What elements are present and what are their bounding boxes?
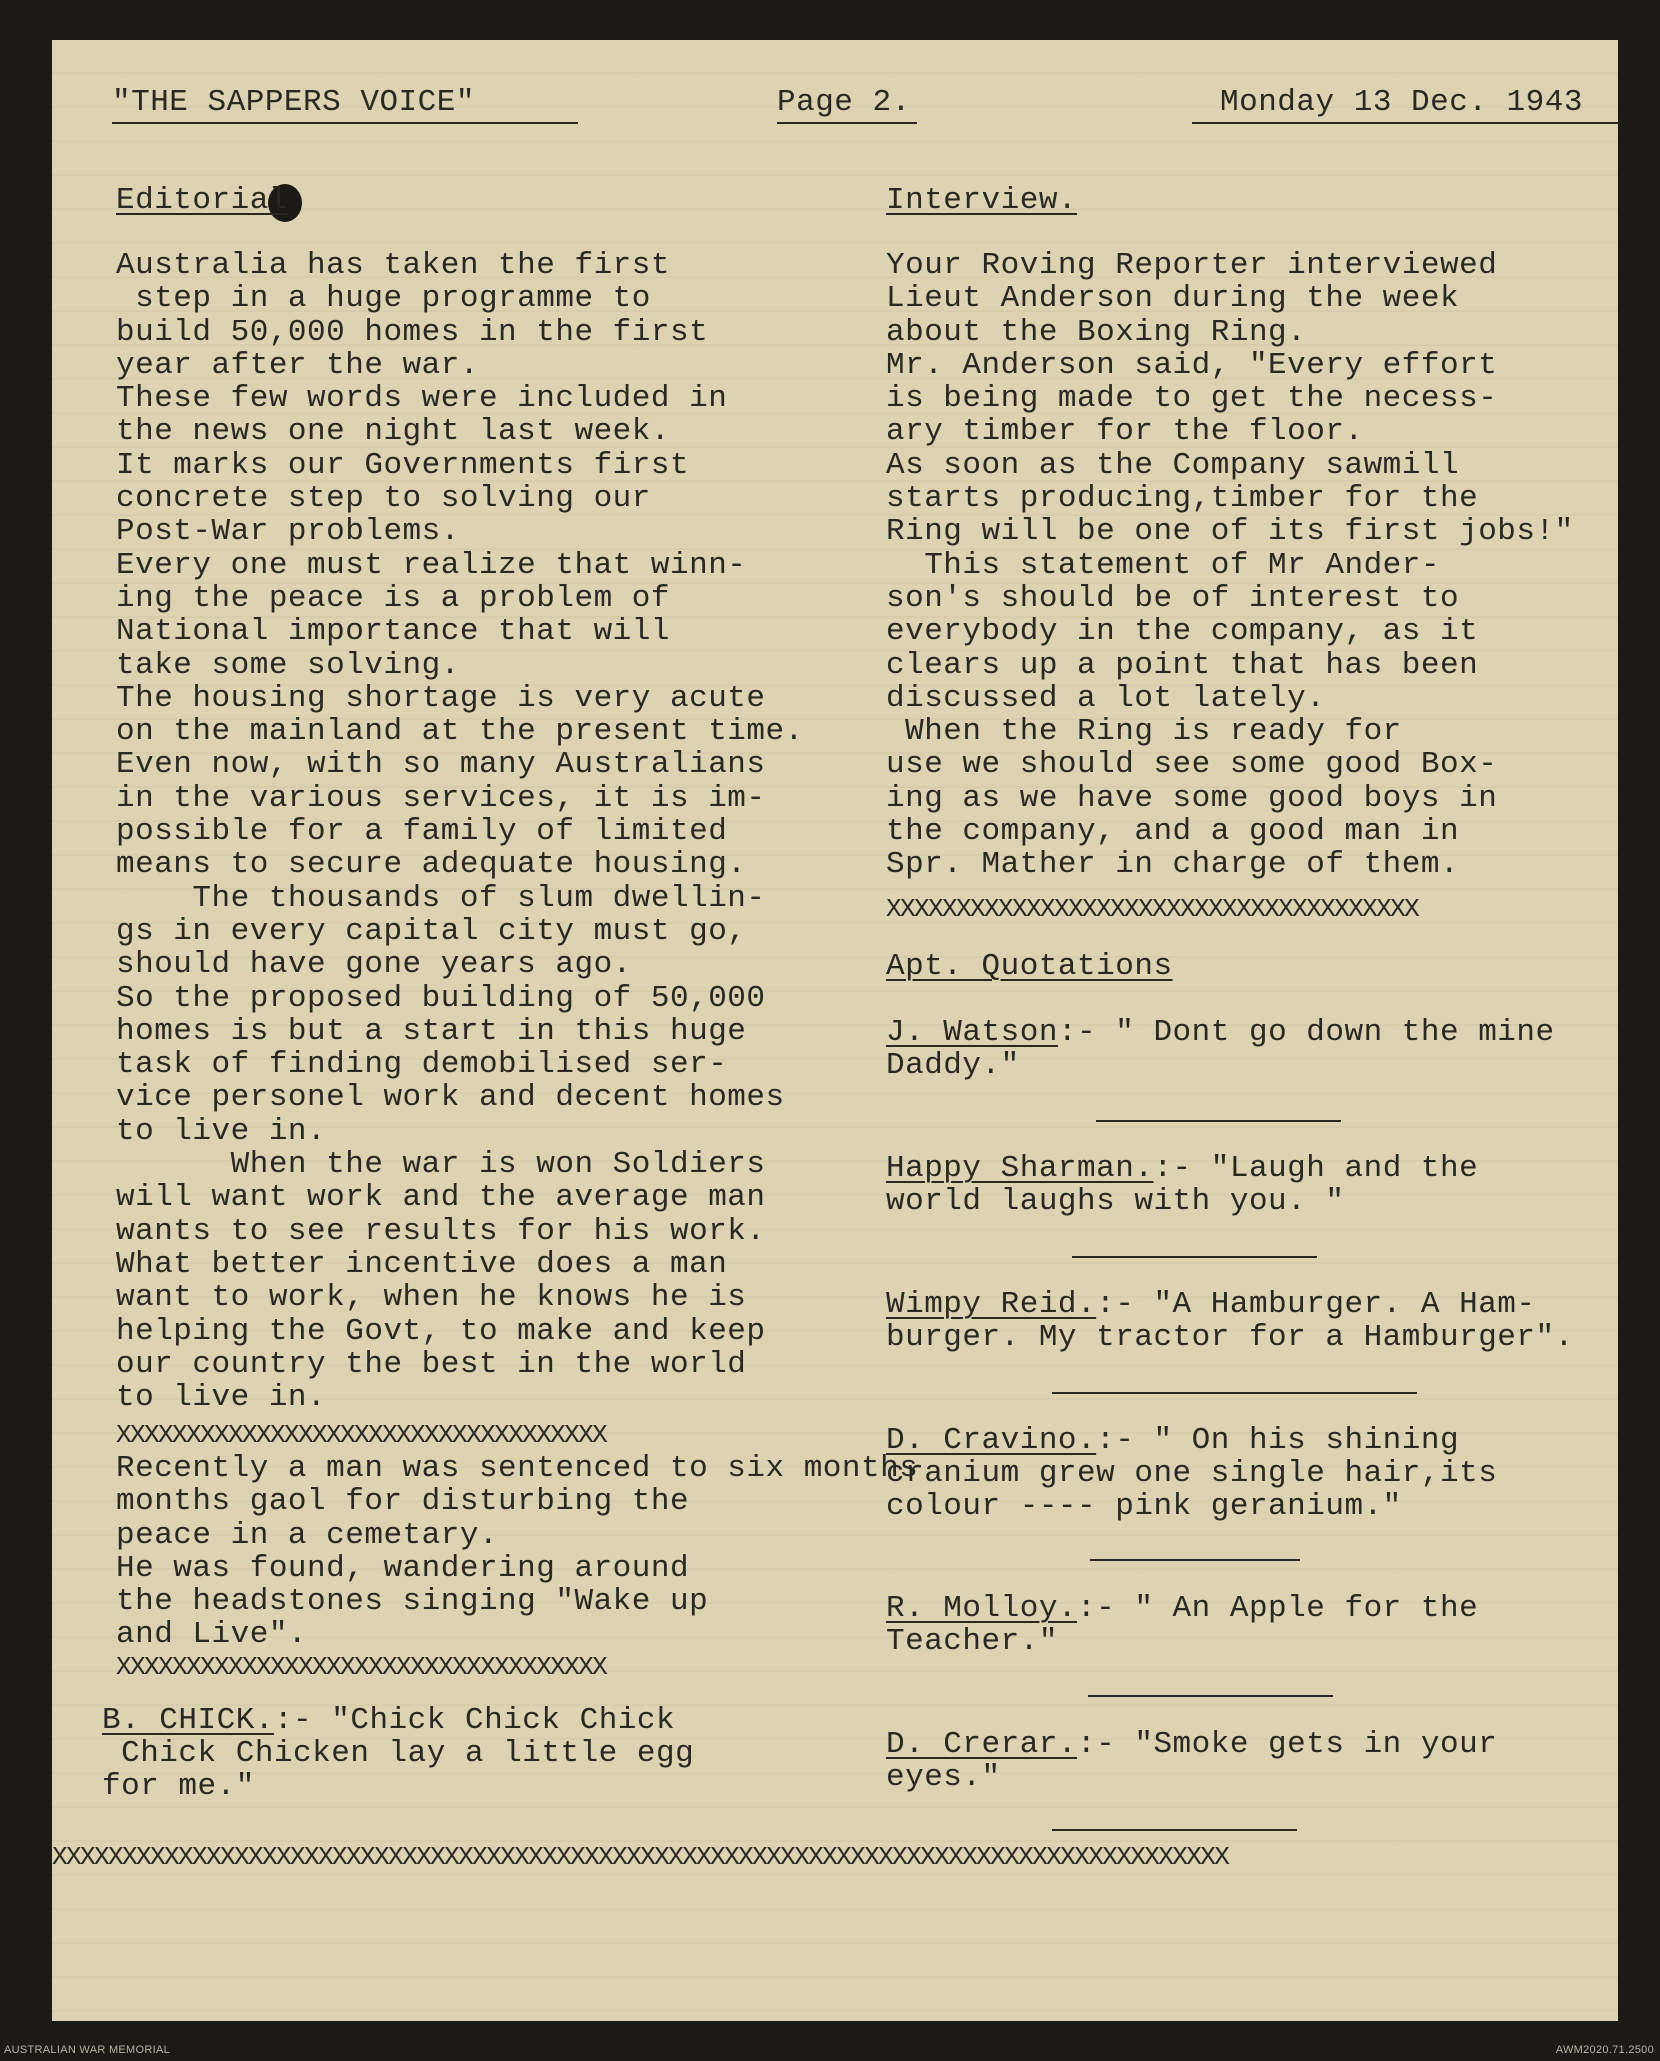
story-line: and Live". [116, 1617, 308, 1653]
interview-line: Ring will be one of its first jobs!" [886, 514, 1574, 550]
interview-line: clears up a point that has been [886, 647, 1479, 683]
editorial-line: So the proposed building of 50,000 [116, 980, 766, 1016]
interview-line: Lieut Anderson during the week [886, 281, 1460, 317]
editorial-line: to live in. [116, 1113, 327, 1149]
quote-divider [1088, 1695, 1333, 1697]
quotation-line [886, 1728, 1497, 1761]
title-underline [112, 122, 578, 124]
quote-text: :- " Dont go down the mine [1057, 1015, 1555, 1050]
quote-divider [1052, 1829, 1297, 1831]
interview-line: ing as we have some good boys in [886, 780, 1498, 816]
archive-reference: AWM2020.71.2500 [1555, 2044, 1654, 2056]
quotations-heading: Apt. Quotations [886, 949, 1173, 984]
editorial-line: our country the best in the world [116, 1346, 747, 1382]
interview-line: use we should see some good Box- [886, 747, 1498, 783]
interview-line: everybody in the company, as it [886, 614, 1479, 650]
editorial-line: build 50,000 homes in the first [116, 314, 709, 350]
editorial-line: helping the Govt, to make and keep [116, 1313, 766, 1349]
interview-line: starts producing,timber for the [886, 481, 1479, 517]
editorial-line: take some solving. [116, 647, 460, 683]
interview-line: Spr. Mather in charge of them. [886, 847, 1460, 883]
bottom-separator-xline: XXXXXXXXXXXXXXXXXXXXXXXXXXXXXXXXXXXXXXXXXXXXXXXXXXXXXXXXXXXXXXXXXXXXXXXXXXXXXXXXXXXX [52, 1842, 1229, 1872]
editorial-line: want to work, when he knows he is [116, 1280, 747, 1316]
quote-divider [1096, 1120, 1341, 1122]
quote-text: :- "Laugh and the [1153, 1151, 1479, 1186]
editorial-line: on the mainland at the present time. [116, 714, 804, 750]
quote-author: Happy Sharman. [886, 1151, 1154, 1186]
editorial-line: to live in. [116, 1380, 327, 1416]
editorial-line: The thousands of slum dwellin- [116, 880, 766, 916]
interview-body [886, 249, 1574, 882]
quotation-line [886, 1016, 1555, 1049]
editorial-line: concrete step to solving our [116, 481, 651, 517]
quote-text: :- "Chick Chick Chick [273, 1703, 676, 1738]
interview-line: is being made to get the necess- [886, 381, 1498, 417]
story-line: He was found, wandering around [116, 1550, 690, 1586]
editorial-line: will want work and the average man [116, 1180, 766, 1216]
quotation-cont: eyes." [886, 1760, 1001, 1795]
story-line: months gaol for disturbing the [116, 1484, 690, 1520]
quote-author: D. Cravino. [886, 1423, 1097, 1458]
interview-line: Mr. Anderson said, "Every effort [886, 347, 1498, 383]
editorial-line: These few words were included in [116, 381, 728, 417]
archive-credit: AUSTRALIAN WAR MEMORIAL [4, 2044, 171, 2056]
quote-author: B. CHICK. [102, 1703, 274, 1738]
editorial-line: Even now, with so many Australians [116, 747, 766, 783]
quotation-cont: Daddy." [886, 1048, 1020, 1083]
quotation-line [886, 1424, 1459, 1457]
interview-line: about the Boxing Ring. [886, 314, 1307, 350]
story-line: the headstones singing "Wake up [116, 1584, 709, 1620]
page-underline [777, 122, 917, 124]
quote-text: :- " On his shining [1096, 1423, 1460, 1458]
story-line: Recently a man was sentenced to six months [116, 1451, 919, 1486]
editorial-line: wants to see results for his work. [116, 1213, 766, 1249]
interview-line: As soon as the Company sawmill [886, 447, 1460, 483]
editorial-heading: Editorial [116, 183, 288, 218]
editorial-line: National importance that will [116, 614, 670, 650]
interview-line: Your Roving Reporter interviewed [886, 248, 1498, 283]
quote-divider [1090, 1559, 1300, 1561]
quote-text: :- "A Hamburger. A Ham- [1096, 1287, 1536, 1322]
editorial-line: When the war is won Soldiers [116, 1147, 766, 1183]
editorial-line: Australia has taken the first [116, 248, 670, 283]
quotation-line [886, 1592, 1478, 1625]
quotation-cont: burger. My tractor for a Hamburger". [886, 1320, 1574, 1355]
quotation-line [886, 1288, 1536, 1321]
editorial-line: the news one night last week. [116, 414, 670, 450]
editorial-body [116, 249, 804, 1414]
editorial-line: It marks our Governments first [116, 447, 690, 483]
editorial-line: gs in every capital city must go, [116, 913, 747, 949]
editorial-line: Every one must realize that winn- [116, 547, 747, 583]
editorial-line: in the various services, it is im- [116, 780, 766, 816]
story-line: peace in a cemetary. [116, 1517, 499, 1553]
quote-author: R. Molloy. [886, 1591, 1078, 1626]
interview-line: ary timber for the floor. [886, 414, 1364, 450]
editorial-line: vice personel work and decent homes [116, 1080, 785, 1116]
quote-author: J. Watson [886, 1015, 1058, 1050]
editorial-line: ing the peace is a problem of [116, 580, 670, 616]
quote-text: :- "Smoke gets in your [1077, 1727, 1498, 1762]
interview-line: discussed a lot lately. [886, 680, 1326, 716]
chick-quote-cont: Chick Chicken lay a little egg [102, 1736, 695, 1771]
separator-xline: XXXXXXXXXXXXXXXXXXXXXXXXXXXXXXXXXXX [116, 1652, 607, 1682]
quotation-line [886, 1152, 1478, 1185]
quotation-cont: cranium grew one single hair,its [886, 1456, 1498, 1491]
editorial-line: possible for a family of limited [116, 814, 728, 850]
quotation-cont: Teacher." [886, 1624, 1058, 1659]
editorial-line: year after the war. [116, 347, 479, 383]
newsletter-title: "THE SAPPERS VOICE" [112, 85, 475, 120]
quote-divider [1072, 1256, 1317, 1258]
editorial-line: should have gone years ago. [116, 947, 632, 983]
interview-line: This statement of Mr Ander- [886, 547, 1440, 583]
editorial-line: step in a huge programme to [116, 281, 651, 317]
editorial-line: means to secure adequate housing. [116, 847, 747, 883]
editorial-line: task of finding demobilised ser- [116, 1047, 728, 1083]
editorial-line: Post-War problems. [116, 514, 460, 550]
interview-line: the company, and a good man in [886, 814, 1460, 850]
issue-date: Monday 13 Dec. 1943 [1220, 85, 1583, 120]
quote-author: D. Crerar. [886, 1727, 1078, 1762]
chick-quote-cont: for me." [102, 1769, 255, 1804]
interview-line: son's should be of interest to [886, 580, 1460, 616]
quote-text: :- " An Apple for the [1077, 1591, 1479, 1626]
separator-xline: XXXXXXXXXXXXXXXXXXXXXXXXXXXXXXXXXXX [116, 1420, 607, 1450]
interview-line: When the Ring is ready for [886, 714, 1402, 750]
editorial-line: The housing shortage is very acute [116, 680, 766, 716]
quotation-cont: colour ---- pink geranium." [886, 1489, 1402, 1524]
date-underline [1192, 122, 1618, 124]
quote-divider [1052, 1392, 1417, 1394]
quote-author: Wimpy Reid. [886, 1287, 1097, 1322]
typewritten-page [52, 40, 1618, 2021]
editorial-line: homes is but a start in this huge [116, 1013, 747, 1049]
interview-heading: Interview. [886, 183, 1078, 218]
chick-quote-line [102, 1704, 675, 1737]
quotation-cont: world laughs with you. " [886, 1184, 1345, 1219]
editorial-line: What better incentive does a man [116, 1246, 728, 1282]
page-number: Page 2. [777, 85, 911, 120]
separator-xline: XXXXXXXXXXXXXXXXXXXXXXXXXXXXXXXXXXXXXX [886, 894, 1419, 924]
cemetery-story [116, 1452, 918, 1652]
